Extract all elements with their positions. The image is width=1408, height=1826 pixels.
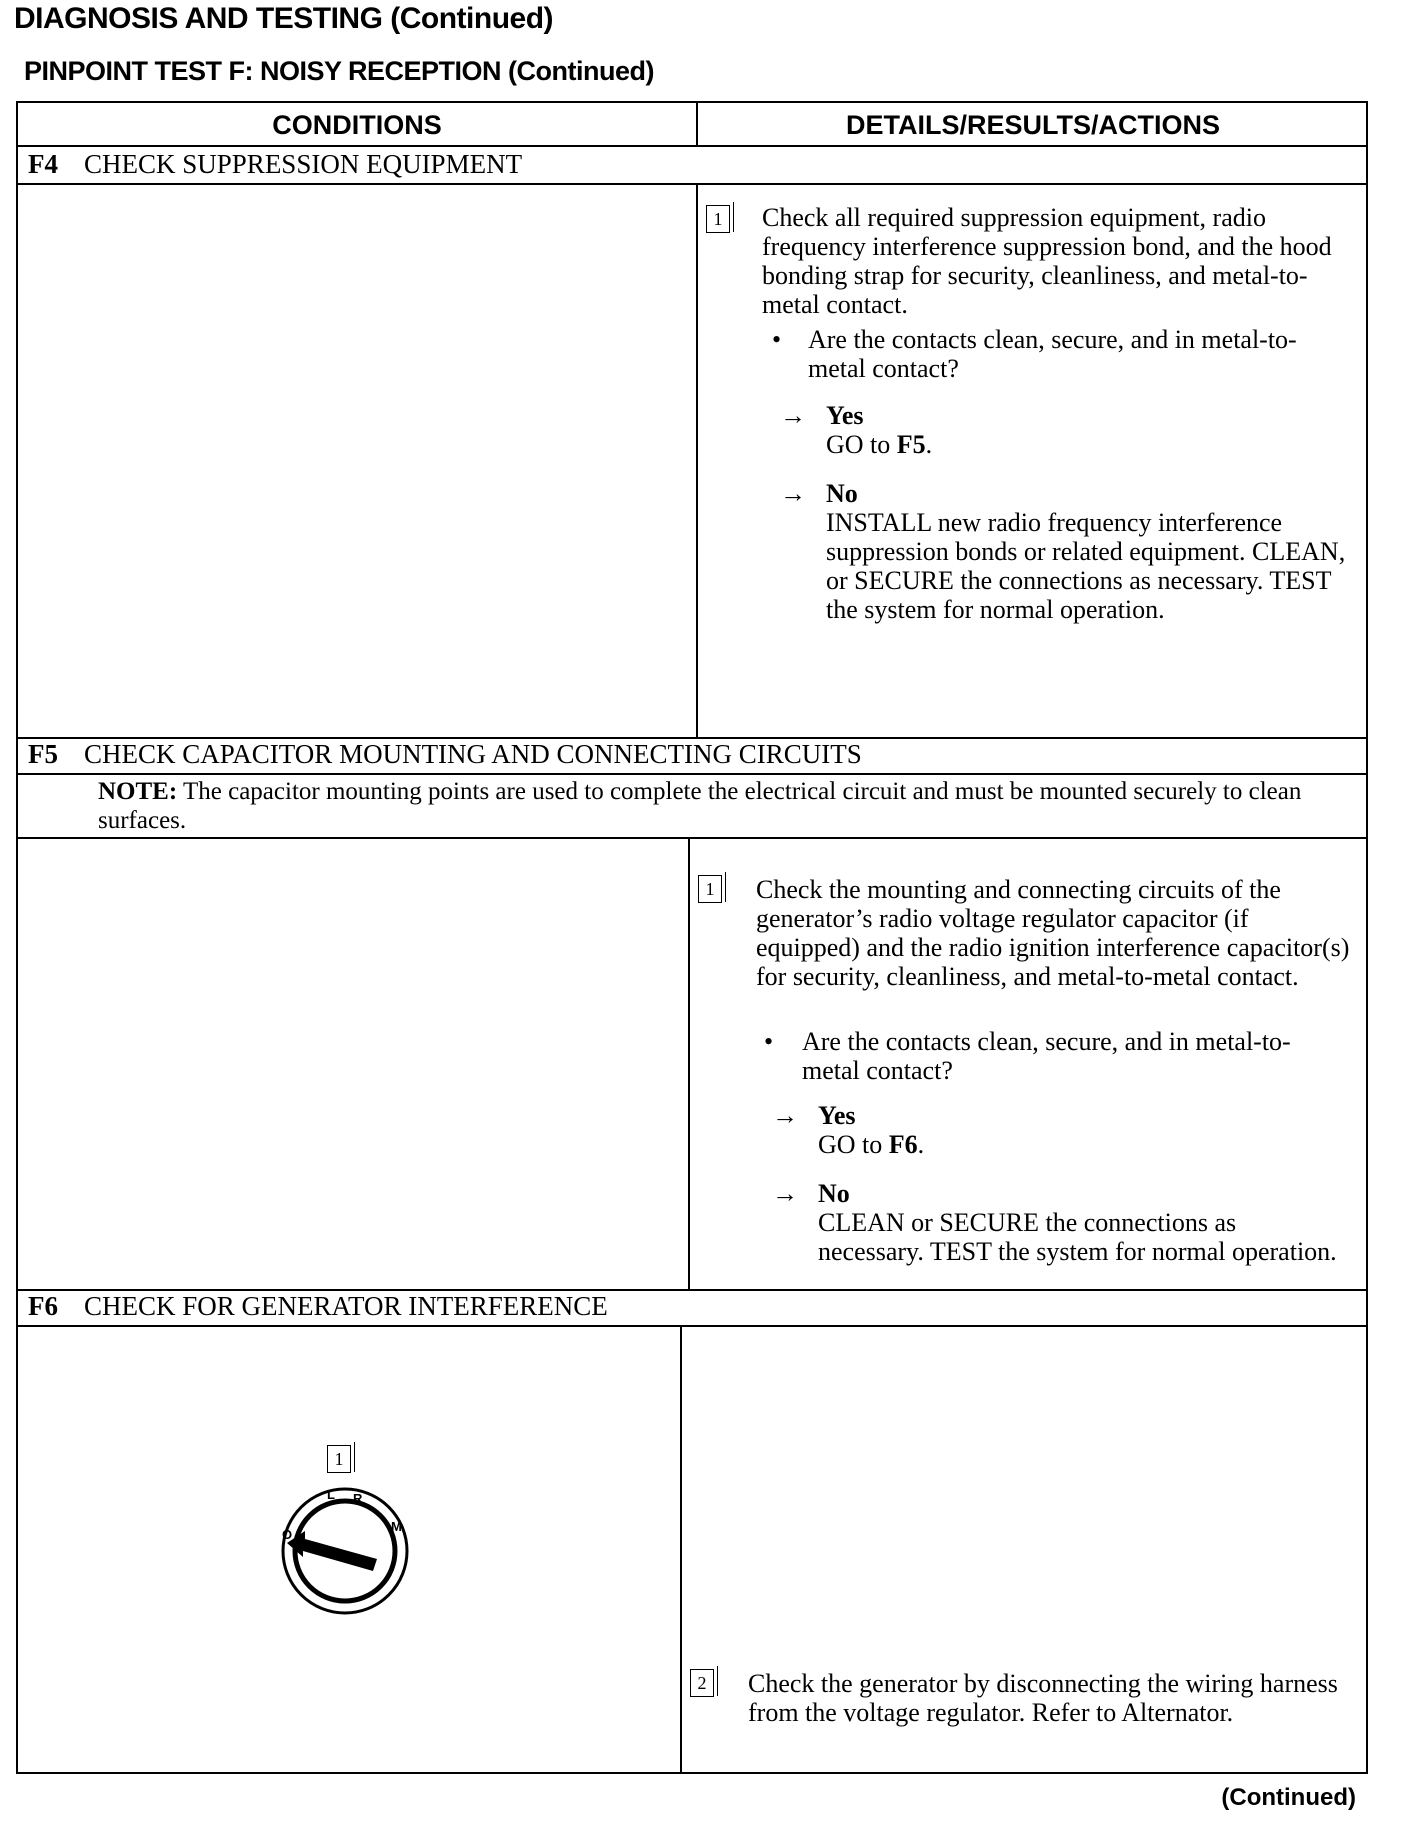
f5-note: NOTE: The capacitor mounting points are used to complete the electrical circuit and must be mounted securely to clean surfaces.: [98, 778, 1302, 834]
arrow-right-icon: →: [772, 1101, 798, 1130]
f5-no-result: No CLEAN or SECURE the connections as necessary. TEST the system for normal operation.: [818, 1179, 1337, 1266]
arrow-right-icon: →: [780, 479, 806, 508]
step-code: F5: [28, 739, 58, 769]
arrow-right-icon: →: [772, 1179, 798, 1208]
ignition-switch-icon: [269, 1485, 429, 1625]
step-title: CHECK FOR GENERATOR INTERFERENCE: [84, 1291, 608, 1321]
details-column-header: DETAILS/RESULTS/ACTIONS: [845, 110, 1220, 140]
switch-label-r: R: [353, 1491, 363, 1506]
step-title: CHECK CAPACITOR MOUNTING AND CONNECTING CIRCUITS: [84, 739, 862, 769]
f5-yes-result: Yes GO to F6.: [818, 1101, 925, 1159]
f4-yes-result: Yes GO to F5.: [826, 401, 933, 459]
switch-label-o: O: [282, 1527, 293, 1542]
bullet-icon: •: [764, 1027, 774, 1056]
bullet-icon: •: [772, 325, 782, 354]
f5-step-text: Check the mounting and connecting circuits of the generator’s radio voltage regulator capacitor (if equipped) and the radio ignition interference capacitor(s) for security, cleanliness, and metal-to-metal contact.: [756, 875, 1350, 991]
f6-step2-text: Check the generator by disconnecting the wiring harness from the voltage regulator. Refer to Alternator.: [748, 1669, 1338, 1727]
step-title: CHECK SUPPRESSION EQUIPMENT: [84, 149, 523, 179]
switch-label-l: L: [327, 1487, 335, 1502]
f4-question: Are the contacts clean, secure, and in metal-to-metal contact?: [808, 325, 1297, 383]
test-subtitle: PINPOINT TEST F: NOISY RECEPTION (Continued): [24, 56, 655, 86]
step-header-f6: [28, 1291, 608, 1322]
step-code: F4: [28, 149, 58, 179]
step-header-f5: [28, 739, 862, 770]
f4-no-result: No INSTALL new radio frequency interference suppression bonds or related equipment. CLEAN, or SECURE the connections as necessary. TEST the system for normal operation.: [826, 479, 1346, 624]
step-code: F6: [28, 1291, 58, 1321]
continued-footer: (Continued): [1221, 1784, 1356, 1811]
f5-question: Are the contacts clean, secure, and in metal-to-metal contact?: [802, 1027, 1291, 1085]
conditions-column-header: CONDITIONS: [272, 110, 442, 140]
step-header-f4: [28, 149, 522, 180]
step-number-box: 1: [327, 1445, 351, 1473]
page-title: DIAGNOSIS AND TESTING (Continued): [14, 2, 554, 35]
switch-label-m: M: [391, 1519, 402, 1534]
arrow-right-icon: →: [780, 401, 806, 430]
step-number-box: 1: [698, 875, 722, 903]
f4-step-text: Check all required suppression equipment, radio frequency interference suppression bond, and the hood bonding strap for security, cleanliness, and metal-to-metal contact.: [762, 203, 1332, 319]
step-number-box: 2: [690, 1669, 714, 1697]
step-number-box: 1: [706, 205, 730, 233]
pinpoint-test-table: [16, 101, 1368, 1774]
